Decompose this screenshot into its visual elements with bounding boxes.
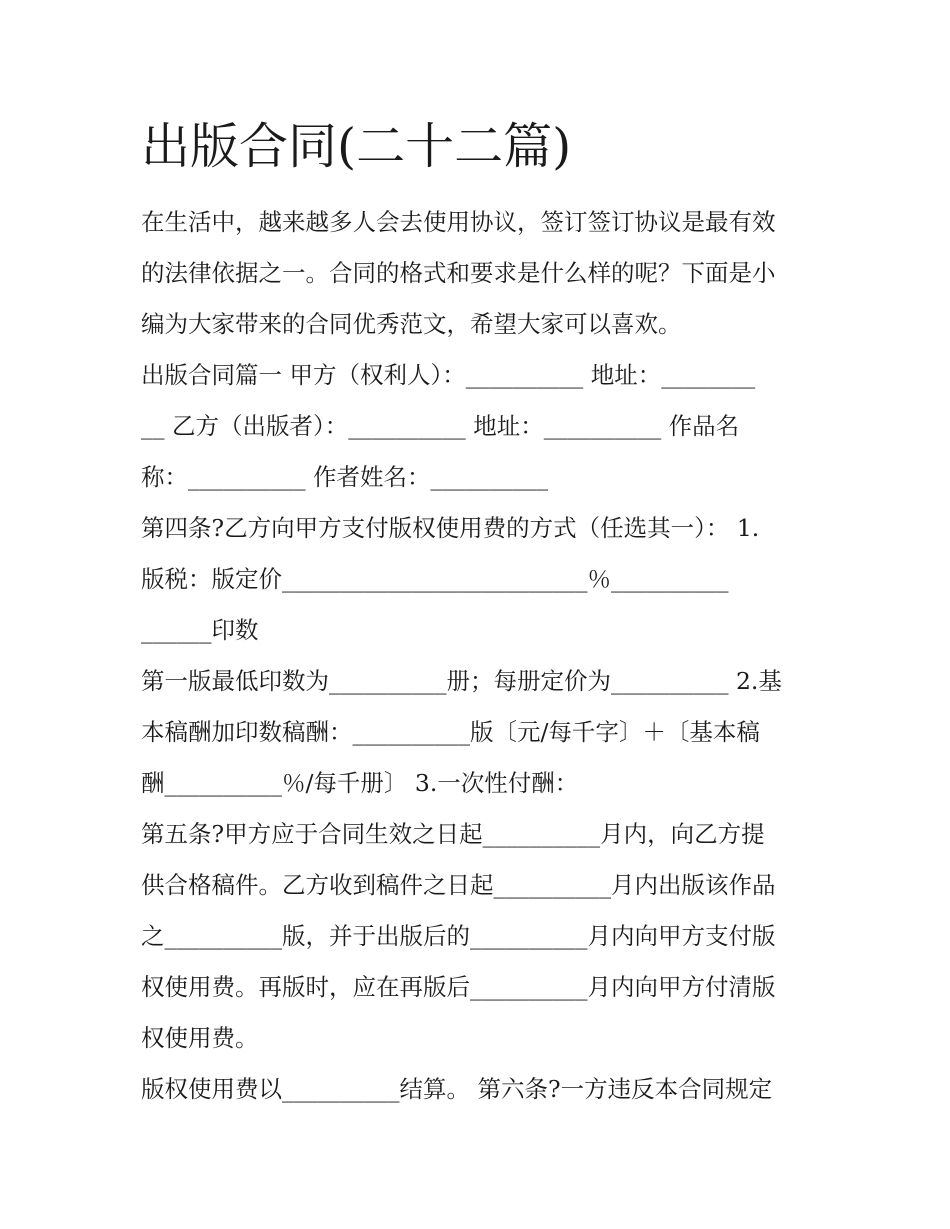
body-line: 在生活中，越来越多人会去使用协议，签订签订协议是最有效 [141,208,776,236]
body-line: 出版合同篇一 甲方（权利人）：__________ 地址：________ [141,361,756,389]
body-line: 版权使用费以__________结算。 第六条?一方违反本合同规定 [141,1075,773,1103]
body-line: 之__________版，并于出版后的__________月内向甲方支付版 [141,922,776,950]
body-line: 第一版最低印数为__________册；每册定价为__________ 2.基 [141,667,782,695]
body-line: 的法律依据之一。合同的格式和要求是什么样的呢？下面是小 [141,259,776,287]
body-line: 第五条?甲方应于合同生效之日起__________月内，向乙方提 [141,820,765,848]
body-line: 供合格稿件。乙方收到稿件之日起__________月内出版该作品 [141,871,776,899]
document-title: 出版合同(二十二篇) [141,118,572,175]
body-line: 权使用费。再版时，应在再版后__________月内向甲方付清版 [141,973,776,1001]
body-line: 本稿酬加印数稿酬：__________版〔元/每千字〕＋〔基本稿 [141,718,760,746]
body-line: 权使用费。 [141,1024,259,1052]
body-line: 编为大家带来的合同优秀范文，希望大家可以喜欢。 [141,310,682,338]
body-line: 酬__________％/每千册〕 3.一次性付酬： [141,769,579,797]
body-line: 称：__________ 作者姓名：__________ [141,463,548,491]
body-line: __ 乙方（出版者）：__________ 地址：__________ 作品名 [141,412,740,440]
document-body [141,197,831,1115]
body-line: 第四条?乙方向甲方支付版权使用费的方式（任选其一）： 1. [141,514,760,542]
body-line: 版税：版定价__________________________％__________ [141,565,729,593]
body-line: ______印数 [141,616,259,644]
